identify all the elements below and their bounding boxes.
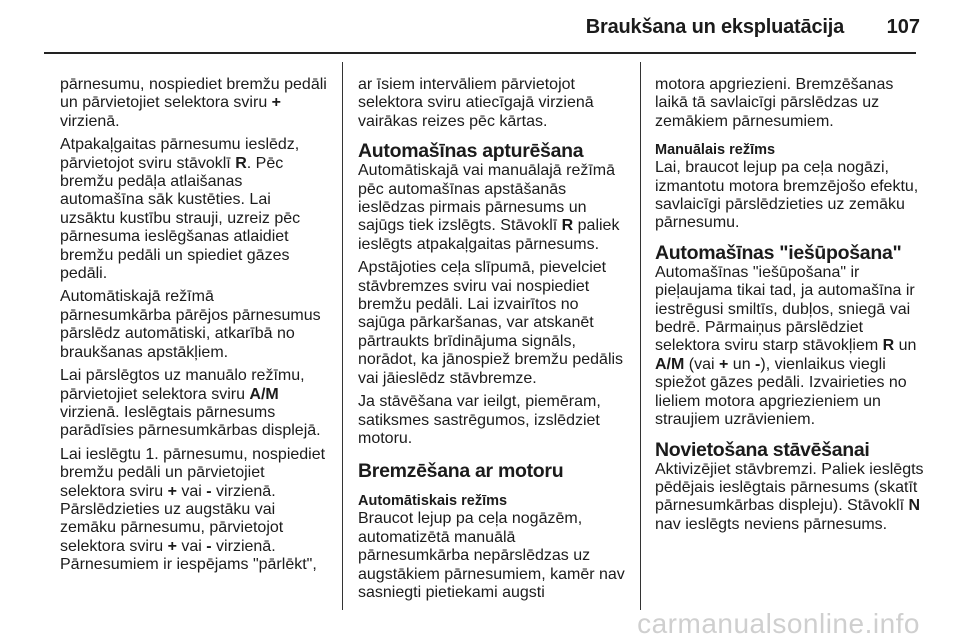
page-header [0,0,960,52]
text-column-1 [60,76,328,580]
paragraph: Automātiskajā vai manuālajā režīmā pēc automašīnas apstāšanās ieslēdzas pirmais pārnesums un sajūgs tiek izslēgts. Stāvoklī R paliek ieslēgts atpakaļgaitas pārnesums. [358,162,620,253]
column-divider [640,62,641,610]
header-divider [44,52,916,54]
section-heading: Automašīnas "iešūpošana" [655,241,902,264]
text-column-2 [358,76,628,607]
paragraph: pārnesumu, nospiediet bremžu pedāli un pārvietojiet selektora sviru + virzienā. [60,76,327,130]
paragraph: Lai pārslēgtos uz manuālo režīmu, pārvietojiet selektora sviru A/M virzienā. Ieslēgtais pārnesums parādīsies pārnesumkārbas displejā. [60,367,321,440]
section-heading: Automašīnas apturēšana [358,140,584,163]
section-heading: Bremzēšana ar motoru [358,460,564,483]
paragraph: Aktivizējiet stāvbremzi. Paliek ieslēgts pēdējais ieslēgtais pārnesums (skatīt pārnesumkārbas displeju). Stāvoklī N nav ieslēgts neviens pārnesums. [655,460,924,533]
paragraph: motora apgriezieni. Bremzēšanas laikā tā savlaicīgi pārslēdzas uz zemākiem pārnesumiem. [655,76,894,130]
paragraph: ar īsiem intervāliem pārvietojot selektora sviru atiecīgajā virzienā vairākas reizes pēc kārtas. [358,76,594,130]
column-divider [342,62,343,610]
paragraph: Braucot lejup pa ceļa nogāzēm, automatizētā manuālā pārnesumkārba nepārslēdzas uz augstākiem pārnesumiem, kamēr nav sasniegti pietiekami augsti [358,510,625,601]
paragraph: Apstājoties ceļa slīpumā, pievelciet stāvbremzes sviru vai nospiediet bremžu pedāli. Lai izvairītos no sajūga pārkaršanas, var atskanēt pārtraukts brīdinājuma signāls, norādot, ka jānospiež bremžu pedālis vai jāieslēdz stāvbremze. [358,259,624,387]
section-heading: Novietošana stāvēšanai [655,438,870,461]
page-title: Braukšana un ekspluatācija [585,16,844,38]
subsection-heading: Automātiskais režīms [358,493,508,510]
paragraph: Ja stāvēšana var ieilgt, piemēram, satiksmes sastrēgumos, izslēdziet motoru. [358,393,601,447]
paragraph: Automašīnas "iešūpošana" ir pieļaujama tikai tad, ja automašīna ir iestrēgusi smiltīs, dubļos, sniegā vai bedrē. Pārmaiņus pārslēdziet selektora sviru starp stāvokļiem R un A/M (vai + un -), vienlaikus viegli spiežot gāzes pedāli. Izvairieties no lieliem motora apgriezieniem un straujiem uzrāvieniem. [655,263,917,429]
paragraph: Atpakaļgaitas pārnesumu ieslēdz, pārvietojot sviru stāvoklī R. Pēc bremžu pedāļa atlaišanas automašīna sāk kustēties. Lai uzsāktu kustību strauji, uzreiz pēc pārnesuma ieslēgšanas atlaidiet bremžu pedāli un spiediet gāzes pedāli. [60,136,301,283]
paragraph: Lai ieslēgtu 1. pārnesumu, nospiediet bremžu pedāli un pārvietojiet selektora sviru + vai - virzienā. Pārslēdzieties uz augstāku vai zemāku pārnesumu, pārvietojot selektora sviru + vai - virzienā. Pārnesumiem ir iespējams "pārlēkt", [60,445,326,574]
watermark: carmanualsonline.info [637,608,920,639]
page-number: 107 [886,16,920,38]
paragraph: Automātiskajā režīmā pārnesumkārba pārējos pārnesumus pārslēdz automātiski, atkarībā no braukšanas apstākļiem. [60,288,321,361]
text-column-3 [655,76,925,539]
paragraph: Lai, braucot lejup pa ceļa nogāzi, izmantotu motora bremzējošo efektu, savlaicīgi pārslēdzieties uz zemāku pārnesumu. [655,159,919,232]
subsection-heading: Manuālais režīms [655,142,776,159]
